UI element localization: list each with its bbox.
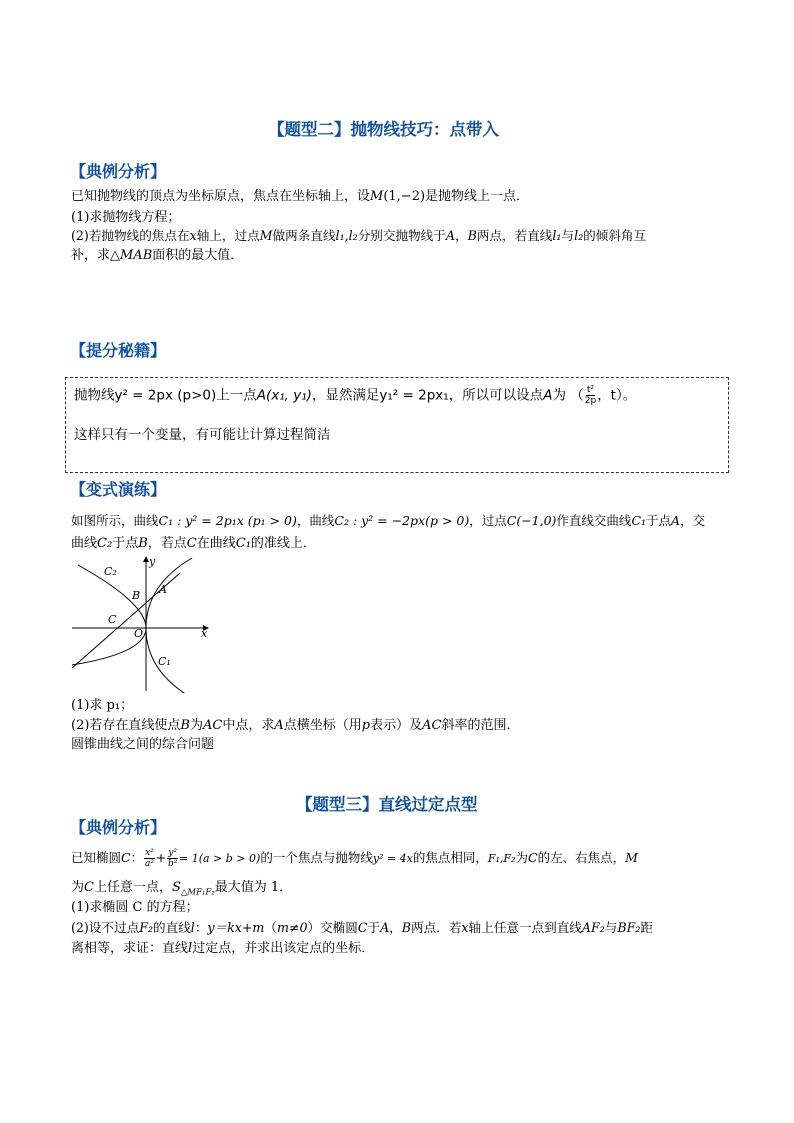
topic3-title: 【题型三】直线过定点型 xyxy=(296,795,478,814)
label-x: x xyxy=(201,627,208,640)
topic3-problem-line-1: 已知椭圆C： $\frac{\text{x²}}{\text{a²}}$ + $\frac{\text{y²}}{\text{b²}}$ = 1(a > b > 0)的一个焦点与抛物线y² = 4x的焦点相同，F₁,F₂为C的左、右焦点，M xyxy=(71,848,638,869)
label-a: A xyxy=(159,583,167,596)
topic3-question-2: (2)设不过点F₂的直线l：y＝kx+m（m≠0）交椭圆C于A，B两点．若x轴上任意一点到直线AF₂与BF₂距 xyxy=(71,920,653,935)
variant-question-1: (1)求 p₁； xyxy=(71,698,134,713)
variant-question-2: (2)若存在直线使点B为AC中点，求A点横坐标（用p表示）及AC斜率的范围． xyxy=(71,718,520,733)
label-c: C xyxy=(108,613,117,626)
topic2-question-2: (2)若抛物线的焦点在x轴上，过点M做两条直线l₁,l₂分别交抛物线于A，B两点，若直线l₁与l₂的倾斜角互 xyxy=(71,228,647,243)
tips-line-2: 这样只有一个变量，有可能让计算过程简洁 xyxy=(74,427,331,443)
topic3-question-1: (1)求椭圆 C 的方程； xyxy=(71,900,199,915)
topic3-problem-line-2: 为C上任意一点，$S_{\triangle MF_1F_2}$最大值为 1． xyxy=(71,880,293,898)
topic2-question-1: (1)求抛物线方程； xyxy=(71,210,181,225)
variant-problem-line-1: 如图所示，曲线C₁ : y² = 2p₁x (p₁ > 0)，曲线C₂ : y² = −2px(p > 0)，过点C(−1,0)作直线交曲线C₁于点A，交 xyxy=(71,513,706,528)
label-c1: C₁ xyxy=(158,655,171,668)
topic2-tips-heading: 【提分秘籍】 xyxy=(70,341,167,360)
topic2-example-heading: 【典例分析】 xyxy=(70,162,167,181)
label-y: y xyxy=(149,555,156,568)
topic3-question-2-cont: 离相等，求证：直线l过定点，并求出该定点的坐标． xyxy=(71,941,375,956)
topic2-variant-heading: 【变式演练】 xyxy=(70,480,167,499)
label-b: B xyxy=(132,589,141,602)
topic2-title: 【题型二】抛物线技巧：点带入 xyxy=(268,120,499,139)
tips-fraction: $\frac{\text{t²}}{2p}$ xyxy=(584,385,597,406)
topic2-problem-intro: 已知抛物线的顶点为坐标原点，焦点在坐标轴上，设M(1,−2)是抛物线上一点． xyxy=(71,189,530,204)
label-c2: C₂ xyxy=(104,565,117,578)
topic2-question-2-cont: 补，求△MAB面积的最大值． xyxy=(71,248,244,263)
topic3-example-heading: 【典例分析】 xyxy=(70,818,167,837)
variant-problem-line-2: 曲线C₂于点B，若点C在曲线C₁的准线上． xyxy=(71,536,316,551)
parabola-figure xyxy=(68,553,218,693)
label-o: O xyxy=(134,627,144,640)
tips-line-1: 抛物线y² = 2px (p>0)上一点A(x₁, y₁)，显然满足y₁² = 2px₁，所以可以设点A为 （ $\frac{\text{t²}}{2p}$ ，t）。 xyxy=(74,385,637,406)
variant-extra-note: 圆锥曲线之间的综合问题 xyxy=(71,737,215,752)
curve-c1 xyxy=(146,558,192,693)
